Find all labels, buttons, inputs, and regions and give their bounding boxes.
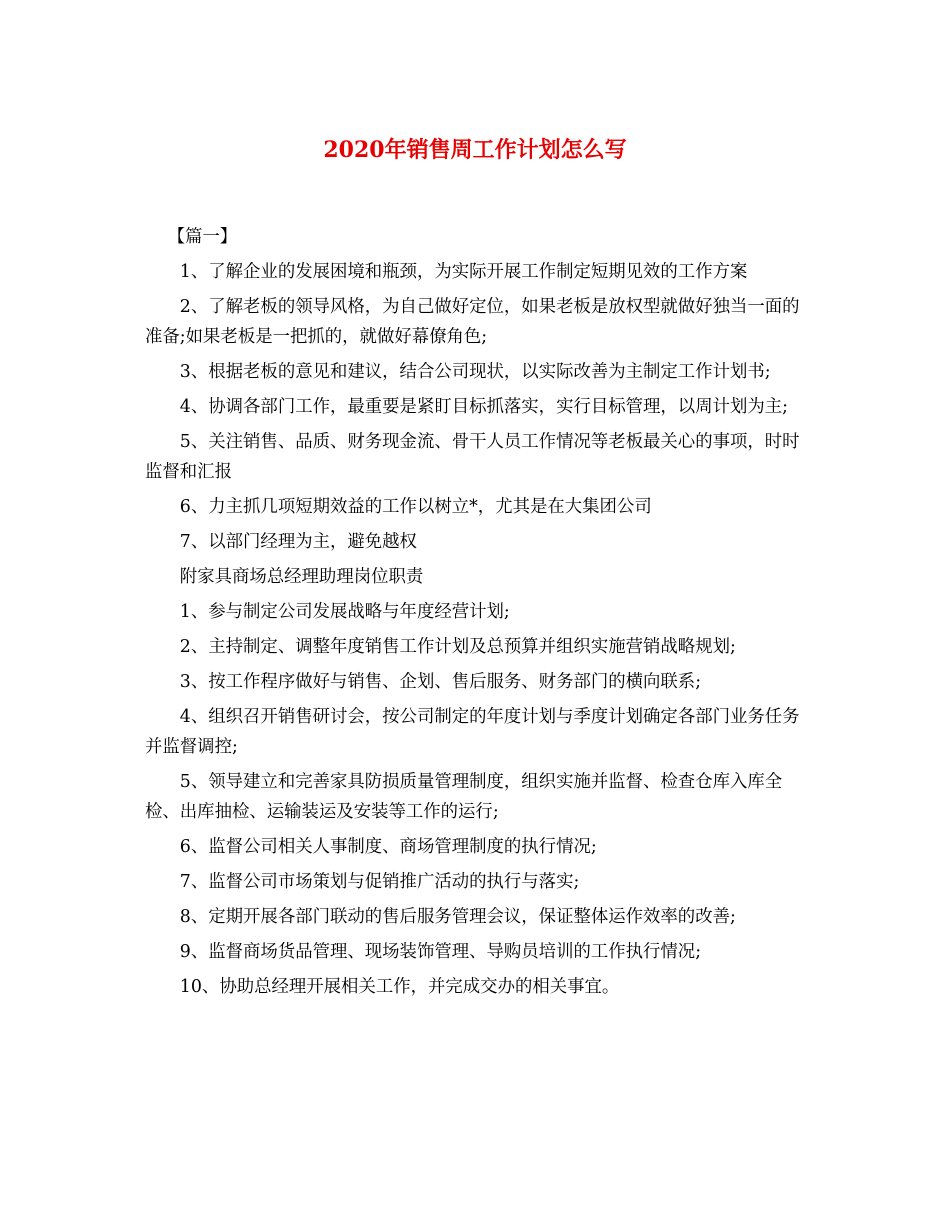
paragraph: 3、按工作程序做好与销售、企划、售后服务、财务部门的横向联系; — [179, 672, 702, 692]
paragraph: 6、监督公司相关人事制度、商场管理制度的执行情况; — [179, 837, 597, 857]
paragraph: 2、了解老板的领导风格，为自己做好定位，如果老板是放权型就做好独当一面的准备;如果老板是一把抓的，就做好幕僚角色; — [145, 297, 800, 347]
paragraph: 7、监督公司市场策划与促销推广活动的执行与落实; — [179, 872, 580, 892]
paragraph: 4、协调各部门工作，最重要是紧盯目标抓落实，实行目标管理，以周计划为主; — [179, 397, 789, 417]
paragraph: 6、力主抓几项短期效益的工作以树立*，尤其是在大集团公司 — [179, 497, 652, 517]
document-title: 2020年销售周工作计划怎么写 — [323, 137, 627, 163]
subsection-heading: 附家具商场总经理助理岗位职责 — [179, 567, 424, 587]
paragraph: 8、定期开展各部门联动的售后服务管理会议，保证整体运作效率的改善; — [179, 907, 736, 927]
paragraph: 4、组织召开销售研讨会，按公司制定的年度计划与季度计划确定各部门业务任务并监督调控; — [145, 707, 800, 757]
paragraph: 7、以部门经理为主，避免越权 — [179, 532, 417, 552]
paragraph: 9、监督商场货品管理、现场装饰管理、导购员培训的工作执行情况; — [179, 942, 702, 962]
paragraph: 1、了解企业的发展困境和瓶颈，为实际开展工作制定短期见效的工作方案 — [179, 262, 748, 282]
paragraph: 5、领导建立和完善家具防损质量管理制度，组织实施并监督、检查仓库入库全检、出库抽检、运输装运及安装等工作的运行; — [145, 772, 783, 822]
paragraph: 2、主持制定、调整年度销售工作计划及总预算并组织实施营销战略规划; — [179, 637, 736, 657]
paragraph: 3、根据老板的意见和建议，结合公司现状，以实际改善为主制定工作计划书; — [179, 362, 771, 382]
paragraph: 10、协助总经理开展相关工作，并完成交办的相关事宜。 — [179, 977, 620, 997]
paragraph: 5、关注销售、品质、财务现金流、骨干人员工作情况等老板最关心的事项，时时监督和汇报 — [145, 432, 800, 482]
paragraph: 1、参与制定公司发展战略与年度经营计划; — [179, 602, 510, 622]
section-heading: 【篇一】 — [167, 227, 238, 247]
document-body — [145, 222, 815, 1007]
